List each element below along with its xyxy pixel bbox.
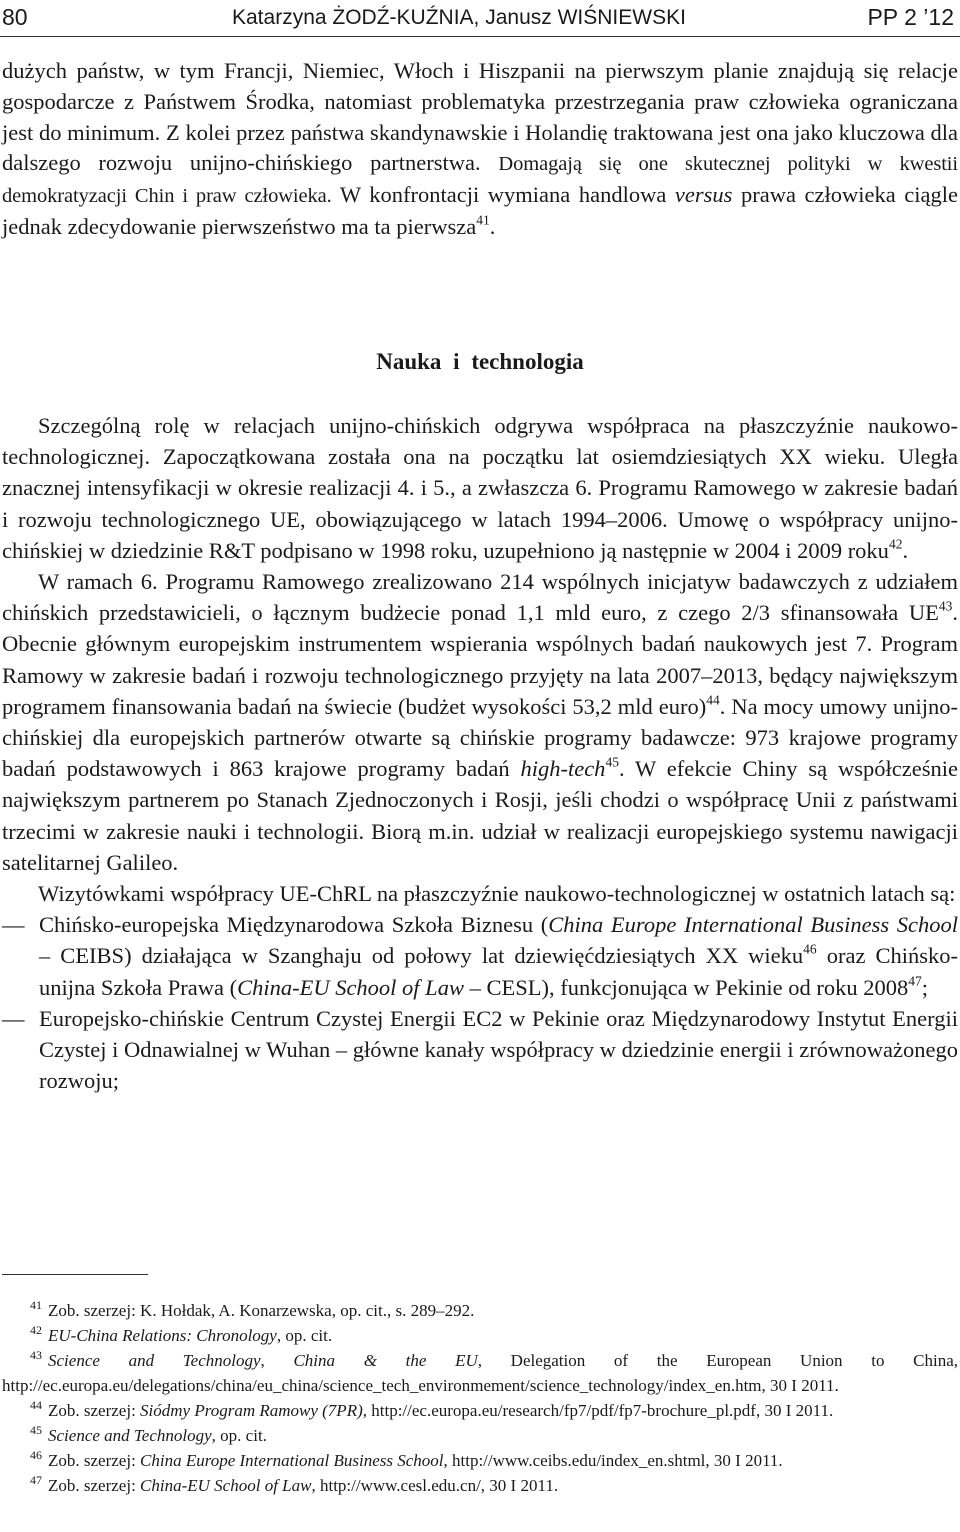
item2-text: Europejsko-chińskie Centrum Czystej Energii EC2 w Pekinie oraz Międzynarodowy Instytut Energii Czystej i Odnawialnej w Wuhan – główne kanały współpracy w dziedzinie energii i zrównoważonego rozwoju; (39, 1005, 958, 1094)
footnote-number: 43 (30, 1348, 42, 1362)
footnote-number: 41 (30, 1298, 42, 1312)
list-item (2, 1003, 958, 1097)
footnote-46 (2, 1448, 958, 1473)
footnote-ref-42: 42 (888, 536, 903, 552)
header-authors: Katarzyna ŻODŹ-KUŹNIA, Janusz WIŚNIEWSKI (232, 6, 686, 29)
footnote-italic: EU-China Relations: Chronology (48, 1326, 277, 1345)
footnote-43 (2, 1348, 958, 1398)
para1-end: . (489, 213, 496, 239)
footnote-ref-45: 45 (605, 754, 619, 770)
para3-text-2: . Obecnie głównym europejskim instrumentem wspierania wspólnych badań naukowych jest 7. Program Ramowy w zakresie badań i rozwoju technologicznego przyjęty na lata 2007–2013, będący największym programem finansowania badań na świecie (budżet wysokości 53,2 mld euro) (2, 600, 958, 719)
footnote-45 (2, 1423, 958, 1448)
para1-italic: versus (674, 182, 733, 208)
header-rule (0, 36, 960, 37)
item1-italic-2: China-EU School of Law (237, 974, 464, 1000)
footnote-text: , (260, 1351, 294, 1370)
footnote-ref-46: 46 (803, 942, 817, 958)
footnote-ref-47: 47 (908, 973, 922, 989)
footnote-text: , http://ec.europa.eu/research/fp7/pdf/fp7-brochure_pl.pdf, 30 I 2011. (362, 1401, 834, 1420)
footnote-text: , http://www.ceibs.edu/index_en.shtml, 30 I 2011. (443, 1451, 783, 1470)
footnote-number: 47 (30, 1473, 42, 1487)
list-item (2, 909, 958, 1003)
para3-italic: high-tech (520, 756, 606, 782)
para1-text-a: dużych państw, w tym Francji, Niemiec, Włoch i Hiszpanii na pierwszym planie znajdują się relacje gospodarcze z Państwem Środka, natomiast problematyka przestrzegania praw człowieka ograniczana jest do minimum. Z kolei przez państwa skandynawskie i Holandię traktowana jest ona jako kluczowa dla dalszego rozwoju unijno-chińskiego partnerstwa. (2, 58, 958, 176)
paragraph-1 (2, 56, 958, 243)
footnote-47 (2, 1473, 958, 1498)
footnote-italic: China Europe International Business School (140, 1451, 444, 1470)
footnote-text: Zob. szerzej: (48, 1401, 141, 1420)
footnote-text: , op. cit. (276, 1326, 333, 1345)
header-journal: PP 2 ’12 (867, 4, 954, 30)
para3-text-1: W ramach 6. Programu Ramowego zrealizowano 214 wspólnych inicjatyw badawczych z udziałem chińskich przedstawicieli, o łącznym budżecie ponad 1,1 mld euro, z czego 2/3 sfinansowała UE (2, 569, 958, 626)
footnote-number: 46 (30, 1448, 42, 1462)
list-dash: — (2, 912, 25, 938)
section-heading: Nauka i technologia (376, 349, 584, 374)
paragraph-2 (2, 410, 958, 566)
footnote-41 (2, 1298, 958, 1323)
footnote-text: Zob. szerzej: (48, 1476, 141, 1495)
paragraph-4: Wizytówkami współpracy UE-ChRL na płaszczyźnie naukowo-technologicznej w ostatnich latach są: (38, 881, 956, 907)
footnote-italic: Siódmy Program Ramowy (7PR) (140, 1401, 363, 1420)
footnote-italic: China-EU School of Law (140, 1476, 312, 1495)
item1-text-4: – CESL), funkcjonująca w Pekinie od roku 2008 (463, 974, 909, 1000)
footnote-text: , Delegation of the European Union to China, http://ec.europa.eu/delegations/china/eu_china/science_tech_environmement/science_technology/index_en.htm, 30 I 2011. (2, 1351, 958, 1395)
para1-text-b: Domagają się one skutecznej polityki w kwestii demokratyzacji Chin i praw człowieka. (2, 153, 958, 208)
footnote-italic: Science and Technology (48, 1351, 261, 1370)
footnote-ref-44: 44 (706, 692, 720, 708)
footnote-italic: Science and Technology (48, 1426, 212, 1445)
list-dash: — (2, 1005, 25, 1031)
para1-text-c1: W konfrontacji wymiana handlowa (331, 182, 675, 208)
footnote-text: , http://www.cesl.edu.cn/, 30 I 2011. (311, 1476, 559, 1495)
intro-paragraph-block (2, 56, 958, 243)
footnote-number: 42 (30, 1323, 42, 1337)
footnote-number: 45 (30, 1423, 42, 1437)
item1-text-1: Chińsko-europejska Międzynarodowa Szkoła Biznesu ( (39, 912, 549, 938)
para2-text: Szczególną rolę w relacjach unijno-chińskich odgrywa współpraca na płaszczyźnie naukowo-technologicznej. Zapoczątkowana została ona na początku lat osiemdziesiątych XX wieku. Uległa znacznej intensyfikacji w okresie realizacji 4. i 5., a zwłaszcza 6. Programu Ramowego w zakresie badań i rozwoju technologicznego UE, obowiązującego w latach 1994–2006. Umowę o współpracy unijno-chińskiej w dziedzinie R&T podpisano w 1998 roku, uzupełniono ją następnie w 2004 i 2009 roku (2, 413, 958, 563)
para3-text-3: . Na mocy umowy unijno-chińskiej dla europejskich partnerów otwarte są chińskie programy badawcze: 973 krajowe programy badań podstawowych i 863 krajowe programy badań (2, 693, 958, 782)
section-body (2, 410, 958, 1096)
paragraph-3 (2, 566, 958, 878)
para1-text-c2: prawa człowieka ciągle jednak zdecydowanie pierwszeństwo ma ta pierwsza (2, 182, 958, 239)
footnote-rule (2, 1274, 148, 1275)
footnote-text: , op. cit. (211, 1426, 267, 1445)
para3-text-4: . W efekcie Chiny są współcześnie największym partnerem po Stanach Zjednoczonych i Rosji, jeśli chodzi o współpracę Unii z państwami trzecimi w zakresie nauki i technologii. Biorą m.in. udział w realizacji europejskiego systemu nawigacji satelitarnej Galileo. (2, 756, 958, 875)
footnote-text: Zob. szerzej: (48, 1451, 141, 1470)
item1-text-5: ; (921, 974, 929, 1000)
footnote-ref-43: 43 (938, 598, 953, 614)
page-number: 80 (2, 4, 28, 30)
footnote-text: Zob. szerzej: K. Hołdak, A. Konarzewska, op. cit., s. 289–292. (48, 1301, 475, 1320)
running-header (2, 2, 958, 36)
footnote-44 (2, 1398, 958, 1423)
footnote-number: 44 (30, 1398, 42, 1412)
footnote-italic: China & the EU (293, 1351, 478, 1370)
item1-text-2: – CEIBS) działająca w Szanghaju od połowy lat dziewięćdziesiątych XX wieku (39, 943, 804, 969)
footnote-ref-41: 41 (476, 212, 490, 228)
footnotes (2, 1298, 958, 1498)
footnote-42 (2, 1323, 958, 1348)
para2-end: . (902, 537, 909, 563)
item1-text-3: oraz Chińsko-unijna Szkoła Prawa ( (39, 943, 959, 1000)
item1-italic-1: China Europe International Business School (548, 912, 958, 938)
